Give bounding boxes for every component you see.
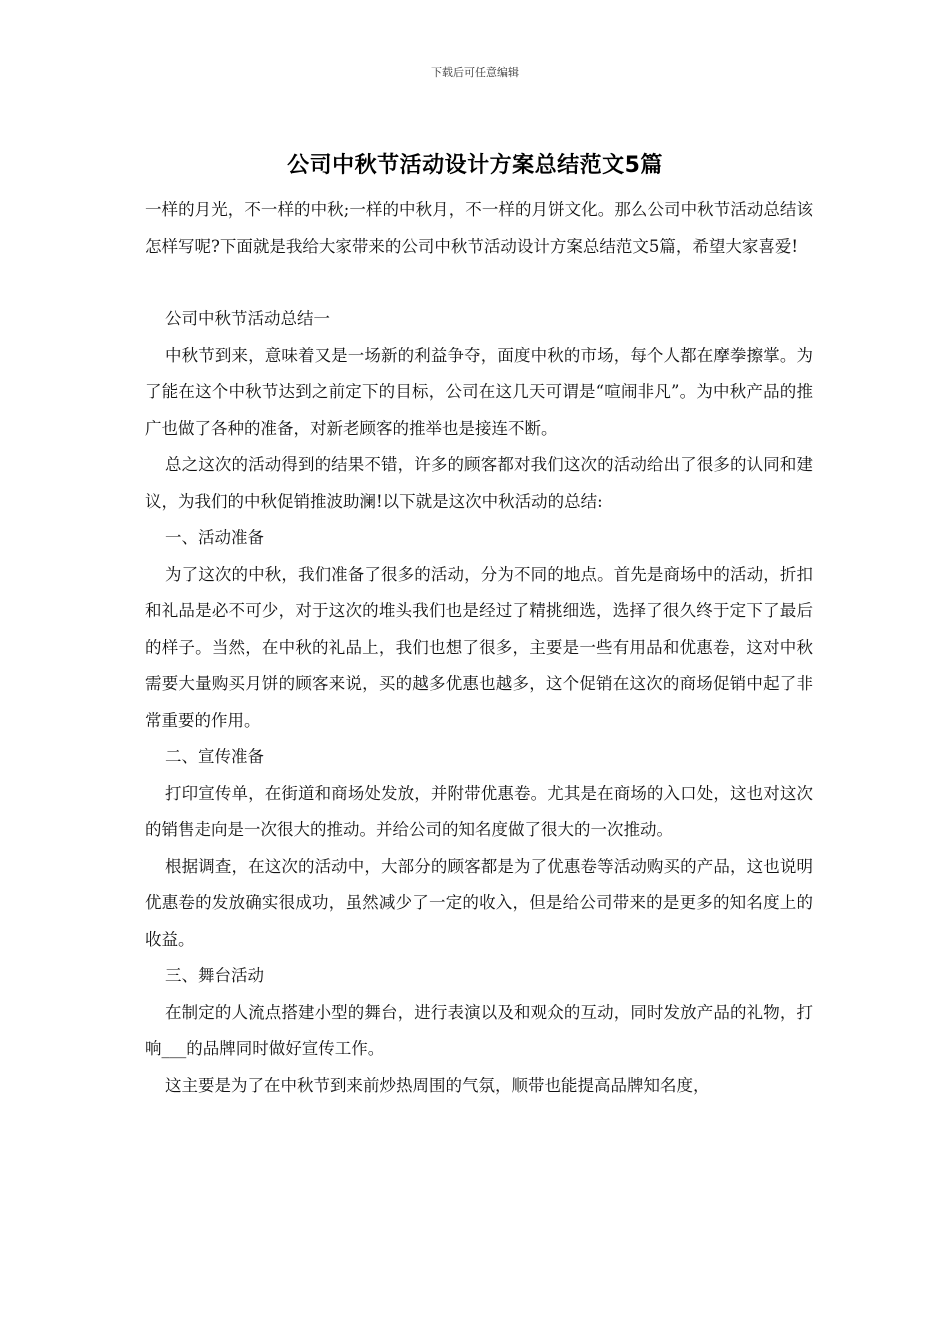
body-paragraph: 为了这次的中秋，我们准备了很多的活动，分为不同的地点。首先是商场中的活动，折扣和礼品是必不可少，对于这次的堆头我们也是经过了精挑细选，选择了很久终于定下了最后的样子。当然，在中秋的礼品上，我们也想了很多，主要是一些有用品和优惠卷，这对中秋需要大量购买月饼的顾客来说，买的越多优惠也越多，这个促销在这次的商场促销中起了非常重要的作用。 (145, 564, 813, 730)
intro-paragraph: 一样的月光，不一样的中秋;一样的中秋月，不一样的月饼文化。那么公司中秋节活动总结该怎样写呢?下面就是我给大家带来的公司中秋节活动设计方案总结范文5篇，希望大家喜爱! (145, 200, 813, 256)
subheading-preparation: 一、活动准备 (165, 528, 264, 547)
body-paragraph: 打印宣传单，在街道和商场处发放，并附带优惠卷。尤其是在商场的入口处，这也对这次的销售走向是一次很大的推动。并给公司的知名度做了很大的一次推动。 (145, 783, 813, 839)
body-paragraph: 总之这次的活动得到的结果不错，许多的顾客都对我们这次的活动给出了很多的认同和建议，为我们的中秋促销推波助澜!以下就是这次中秋活动的总结: (145, 455, 813, 511)
subheading-stage: 三、舞台活动 (165, 966, 264, 985)
header-note: 下载后可任意编辑 (431, 66, 519, 79)
section-heading: 公司中秋节活动总结一 (165, 309, 330, 328)
subheading-promotion: 二、宣传准备 (165, 747, 264, 766)
body-paragraph: 在制定的人流点搭建小型的舞台，进行表演以及和观众的互动，同时发放产品的礼物，打响___的品牌同时做好宣传工作。 (145, 1002, 813, 1058)
paragraph-gap (145, 265, 813, 301)
body-paragraph: 中秋节到来，意味着又是一场新的利益争夺，面度中秋的市场，每个人都在摩拳擦掌。为了能在这个中秋节达到之前定下的目标，公司在这几天可谓是“喧闹非凡”。为中秋产品的推广也做了各种的准备，对新老顾客的推举也是接连不断。 (145, 345, 813, 438)
document-title: 公司中秋节活动设计方案总结范文5篇 (287, 153, 663, 178)
document-body (145, 192, 813, 1104)
body-paragraph: 这主要是为了在中秋节到来前炒热周围的气氛，顺带也能提高品牌知名度， (165, 1075, 710, 1095)
body-paragraph: 根据调查，在这次的活动中，大部分的顾客都是为了优惠卷等活动购买的产品，这也说明优惠卷的发放确实很成功，虽然减少了一定的收入，但是给公司带来的是更多的知名度上的收益。 (145, 856, 813, 949)
